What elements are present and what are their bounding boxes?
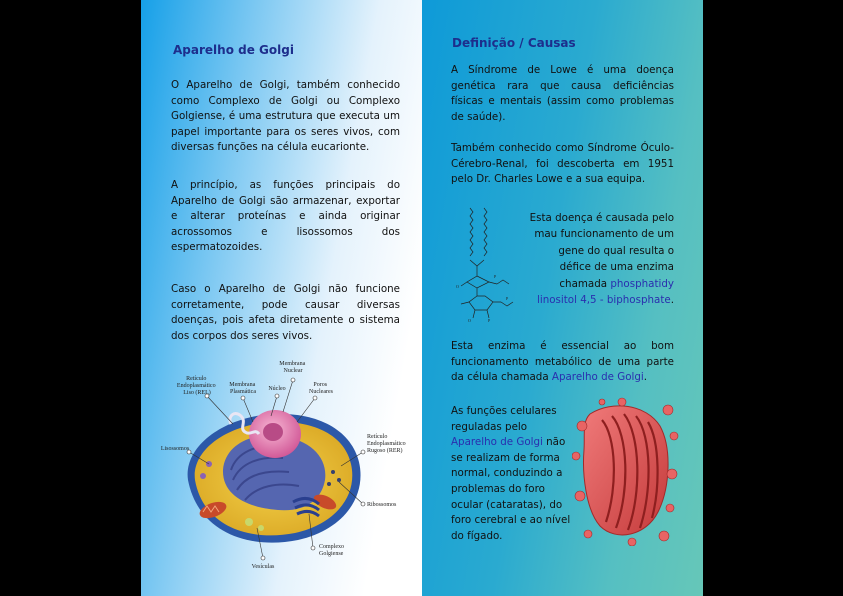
svg-text:P: P — [506, 296, 509, 301]
enzyme-name-1: phosphatidy — [610, 277, 674, 290]
svg-text:O: O — [456, 284, 459, 289]
right-paragraph-2: Também conhecido como Síndrome Óculo-Cérebro-Renal, foi descoberta em 1951 pelo Dr. Charles Lowe e a sua equipa. — [451, 142, 674, 186]
right-panel — [422, 0, 703, 596]
right-paragraph-1: A Síndrome de Lowe é uma doença genética rara que causa deficiências físicas e mentais (assim como problemas de saúde). — [451, 64, 674, 123]
svg-text:P: P — [488, 318, 491, 323]
right-paragraph-4: Esta enzima é essencial ao bom funcionamento metabólico de uma parte da célula chamada Aparelho de Golgi. — [451, 340, 674, 384]
left-paragraph-2: A princípio, as funções principais do Aparelho de Golgi são armazenar, exportar e alterar proteínas e ainda originar acrossomos e lisossomos dos espermatozoides. — [171, 179, 400, 254]
golgi-highlight-2: Aparelho de Golgi — [451, 436, 543, 449]
golgi-apparatus-image — [572, 396, 680, 546]
label-lisossomos: Lisossomos — [160, 446, 190, 452]
svg-text:P: P — [494, 274, 497, 279]
label-membrana-plasmatica: Membrana Plasmática — [229, 382, 256, 395]
left-panel — [141, 0, 422, 596]
label-poros-nucleares: Poros Nucleares — [309, 382, 333, 395]
label-reticulo-rugoso: Retículo Endoplasmático Rugoso (RER) — [367, 434, 406, 454]
left-paragraph-3: Caso o Aparelho de Golgi não funcione corretamente, pode causar diversas doenças, pois afeta diretamente o sistema dos corpos dos seres vivos. — [171, 283, 400, 342]
label-complexo-golgiense: Complexo Golgiense — [319, 544, 344, 557]
right-title: Definição / Causas — [452, 36, 576, 50]
label-ribossomos: Ribossomos — [367, 502, 397, 508]
label-vesiculas: Vesículas — [251, 564, 275, 570]
left-paragraph-1: O Aparelho de Golgi, também conhecido como Complexo de Golgi ou Complexo Golgiense, é uma estrutura que executa um papel importante para os seres vivos, com diversas funções na célula eucarionte. — [171, 79, 400, 154]
label-nucleo: Núcleo — [268, 386, 286, 392]
label-reticulo-liso: Retículo Endoplasmático Liso (REL) — [176, 376, 216, 396]
cell-diagram — [153, 352, 413, 574]
right-paragraph-3: Esta doença é causada pelo mau funcionamento de um gene do qual resulta o défice de uma enzima chamada phosphatidy linositol 4,5 - biphosphate. — [529, 212, 674, 307]
svg-text:O: O — [468, 318, 471, 323]
label-membrana-nuclear: Membrana Nuclear — [279, 361, 306, 374]
left-title: Aparelho de Golgi — [173, 43, 294, 57]
golgi-highlight-1: Aparelho de Golgi — [551, 371, 644, 384]
right-paragraph-5: As funções celulares reguladas pelo Aparelho de Golgi não se realizam de forma normal, conduzindo a problemas do foro ocular (cataratas), do foro cerebral e ao nível do fígado. — [451, 405, 571, 542]
enzyme-name-2: linositol 4,5 - biphosphate — [536, 294, 671, 307]
nucleolus — [263, 423, 283, 441]
